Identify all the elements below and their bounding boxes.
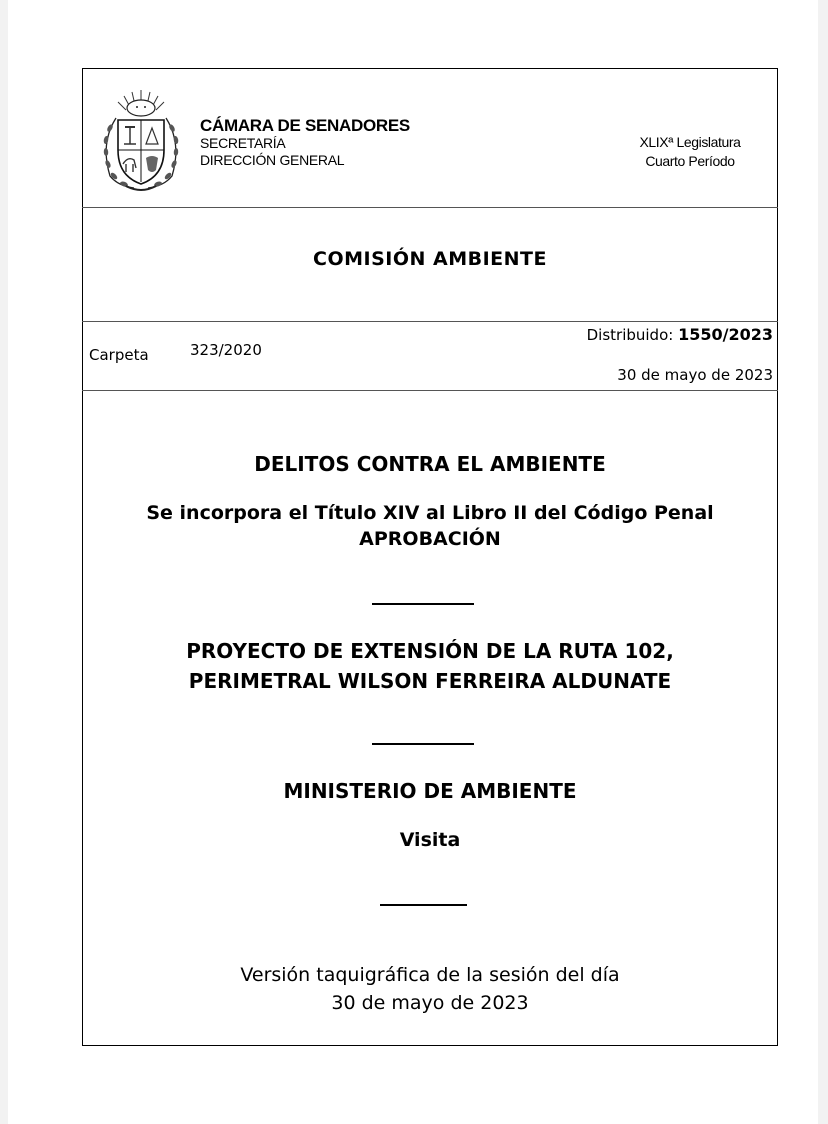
separator-rule [372, 743, 474, 745]
separator-rule [380, 904, 467, 906]
institution-name: CÁMARA DE SENADORES [200, 116, 410, 135]
period-label: Cuarto Período [645, 153, 735, 169]
carpeta-number: 323/2020 [190, 341, 262, 359]
legislature-label: XLIXª Legislatura [639, 134, 741, 150]
topic1-line1: Se incorpora el Título XIV al Libro II del Código Penal [146, 502, 714, 524]
topic1-title: DELITOS CONTRA EL AMBIENTE [254, 452, 606, 476]
topic3-title: MINISTERIO DE AMBIENTE [283, 779, 577, 803]
topic1-subtitle [82, 500, 778, 552]
legislature-block [600, 133, 780, 171]
header-divider [82, 207, 778, 208]
distribuido-line [587, 325, 773, 344]
session-note [82, 961, 778, 1017]
distribuido-label: Distribuido: [586, 326, 674, 344]
direction-label: DIRECCIÓN GENERAL [200, 152, 345, 168]
document-frame [82, 68, 778, 1046]
distribuido-date: 30 de mayo de 2023 [617, 366, 773, 384]
topic3-subtitle: Visita [399, 829, 461, 851]
distribuido-number: 1550/2023 [678, 325, 773, 344]
commission-divider [82, 321, 778, 322]
topic2-line1: PROYECTO DE EXTENSIÓN DE LA RUTA 102, [186, 639, 674, 663]
topic2-line2: PERIMETRAL WILSON FERREIRA ALDUNATE [188, 669, 672, 693]
coat-of-arms-icon [96, 88, 186, 194]
commission-title: COMISIÓN AMBIENTE [313, 248, 547, 270]
file-info-divider [82, 390, 778, 391]
topic1-line2: APROBACIÓN [359, 528, 501, 550]
session-note-line1: Versión taquigráfica de la sesión del día [240, 964, 620, 986]
carpeta-label: Carpeta [89, 346, 149, 364]
secretariat-label: SECRETARÍA [200, 135, 286, 151]
separator-rule [372, 603, 474, 605]
institution-block [200, 117, 410, 169]
topic2-title [82, 636, 778, 696]
session-date: 30 de mayo de 2023 [331, 992, 529, 1014]
